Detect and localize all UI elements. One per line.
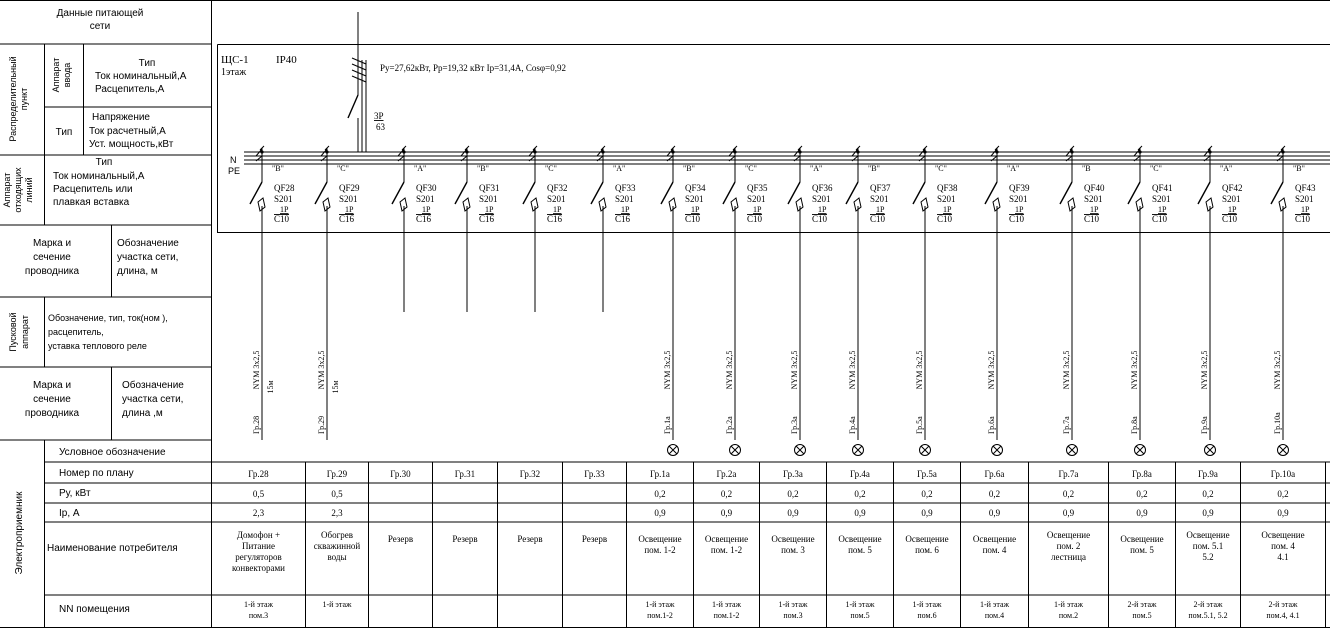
group-label: Гр.28	[252, 415, 261, 434]
panel-summary: Ру=27,62кВт, Рр=19,32 кВт Iр=31,4А, Cosφ=0,92	[380, 63, 566, 73]
phase-label: "C"	[1150, 164, 1162, 173]
consumer-name: Освещение	[972, 534, 1017, 544]
group-label: Гр.10а	[1273, 412, 1282, 434]
phase-label: "A"	[414, 164, 427, 173]
power-value: 0,2	[988, 489, 1001, 499]
breaker-id: QF35	[747, 183, 768, 193]
consumer-name: пом. 5	[1130, 545, 1154, 555]
cable-length: 15м	[331, 380, 340, 394]
consumer-name: пом. 4	[1271, 541, 1295, 551]
room-number: пом.3	[783, 611, 803, 620]
type-param-label: Уст. мощность,кВт	[89, 139, 174, 150]
group-label: Гр.5а	[915, 416, 924, 434]
type-label: Тип	[55, 127, 73, 138]
room-number: пом.1-2	[647, 611, 673, 620]
consumer-name: регуляторов	[235, 552, 282, 562]
input-param-label: Ток номинальный,А	[95, 71, 187, 82]
cable-grade: NYM 3х2,5	[663, 350, 672, 390]
phase-label: "A"	[1007, 164, 1020, 173]
outgoing-param-label: плавкая вставка	[53, 197, 130, 208]
segment-label: Обозначение	[117, 238, 179, 249]
consumer-name: воды	[327, 552, 347, 562]
consumer-name: скважинной	[313, 541, 361, 551]
phase-label: "B"	[868, 164, 880, 173]
consumer-name: Освещение	[704, 534, 749, 544]
room-number: 2-й этаж	[1127, 600, 1157, 609]
phase-label: "B	[1082, 164, 1091, 173]
power-value: 0,2	[720, 489, 733, 499]
outgoing-type-label: Тип	[95, 157, 113, 168]
consumer-name: Освещение	[1120, 534, 1164, 544]
consumer-name: Домофон +	[236, 530, 281, 540]
breaker-poles: 1P	[553, 205, 562, 214]
consumer-name: Освещение	[838, 534, 882, 544]
consumer-name: Освещение	[1186, 530, 1230, 540]
phase-label: "A"	[1220, 164, 1233, 173]
breaker-id: QF28	[274, 183, 295, 193]
breaker-id: QF30	[416, 183, 437, 193]
wire-grade-label: Марка и	[32, 380, 72, 391]
breaker-trip: C10	[1009, 214, 1025, 224]
group-label: Гр.6а	[987, 416, 996, 434]
breaker-model: S201	[1084, 194, 1103, 204]
current-value: 0,9	[1277, 508, 1289, 518]
breaker-poles: 1P	[280, 205, 289, 214]
room-number: 1-й этаж	[979, 600, 1010, 609]
current-label: Iр, А	[59, 508, 80, 519]
room-number: 2-й этаж	[1268, 600, 1298, 609]
breaker-model: S201	[1295, 194, 1314, 204]
breaker-id: QF43	[1295, 183, 1316, 193]
breaker-id: QF40	[1084, 183, 1105, 193]
breaker-id: QF41	[1152, 183, 1173, 193]
room-number: 1-й этаж	[912, 600, 942, 609]
plan-number: Гр.31	[454, 469, 476, 479]
group-label: Гр.9а	[1200, 416, 1209, 434]
breaker-id: QF29	[339, 183, 360, 193]
room-number: пом.5	[850, 611, 870, 620]
consumer-name: Резерв	[517, 534, 543, 544]
power-value: 0,5	[331, 489, 343, 499]
plan-number: Гр.7а	[1058, 469, 1079, 479]
network-data-label: сети	[89, 21, 111, 32]
cable-length: 15м	[266, 380, 275, 394]
breaker-id: QF34	[685, 183, 706, 193]
outgoing-param-label: Ток номинальный,А	[53, 171, 145, 182]
consumer-name: Освещение	[905, 534, 949, 544]
breaker-model: S201	[416, 194, 435, 204]
breaker-trip: C10	[1084, 214, 1100, 224]
room-number: 1-й этаж	[778, 600, 808, 609]
breaker-model: S201	[870, 194, 889, 204]
plan-number: Гр.1а	[650, 469, 670, 479]
breaker-model: S201	[1152, 194, 1171, 204]
breaker-model: S201	[479, 194, 498, 204]
room-number: 1-й этаж	[322, 600, 352, 609]
breaker-trip: C10	[1295, 214, 1311, 224]
current-value: 0,9	[787, 508, 799, 518]
wire-grade-label: проводника	[24, 408, 80, 419]
breaker-trip: C10	[937, 214, 953, 224]
consumer-name: Резерв	[387, 534, 414, 544]
breaker-id: QF33	[615, 183, 636, 193]
breaker-poles: 1P	[345, 205, 354, 214]
plan-number: Гр.33	[584, 469, 605, 479]
consumer-name: Резерв	[581, 534, 608, 544]
plan-number: Гр.9а	[1198, 469, 1218, 479]
phase-label: "C"	[935, 164, 947, 173]
phase-label: "A"	[810, 164, 823, 173]
phase-label: "C"	[745, 164, 757, 173]
cable-grade: NYM 3х2,5	[987, 350, 996, 390]
breaker-trip: C16	[416, 214, 432, 224]
cable-grade: NYM 3х2,5	[317, 350, 326, 390]
room-number: пом.3	[248, 611, 269, 620]
breaker-model: S201	[547, 194, 566, 204]
power-value: 0,2	[654, 489, 666, 499]
receiver-label: Электроприемник	[14, 491, 25, 575]
phase-label: "C"	[545, 164, 557, 173]
consumer-name: 5.2	[1202, 552, 1214, 562]
input-type-label: Тип	[138, 58, 156, 69]
power-label: Ру, кВт	[59, 488, 91, 499]
breaker-model: S201	[1009, 194, 1028, 204]
consumer-name: конвекторами	[232, 563, 285, 573]
phase-label: "B"	[477, 164, 489, 173]
input-device-label: ввода	[62, 62, 72, 88]
power-value: 0,2	[1202, 489, 1214, 499]
power-value: 0,2	[1277, 489, 1289, 499]
cable-grade: NYM 3х2,5	[848, 350, 857, 390]
segment-label: длина, м	[117, 266, 158, 277]
consumer-name: пом. 4	[982, 545, 1007, 555]
room-number: пом.4	[984, 611, 1005, 620]
breaker-poles: 1P	[1301, 205, 1310, 214]
group-label: Гр.8а	[1130, 416, 1139, 434]
breaker-id: QF37	[870, 183, 891, 193]
breaker-id: QF31	[479, 183, 500, 193]
group-label: Гр.29	[317, 415, 326, 434]
room-number: пом.2	[1058, 611, 1079, 620]
plan-number: Гр.4а	[850, 469, 870, 479]
starter-param-label: Обозначение, тип, ток(ном ),	[48, 313, 168, 323]
breaker-model: S201	[685, 194, 704, 204]
breaker-model: S201	[274, 194, 293, 204]
consumer-name: пом. 3	[781, 545, 805, 555]
current-value: 0,9	[1136, 508, 1148, 518]
phase-label: "B"	[272, 164, 284, 173]
breaker-trip: C10	[274, 214, 290, 224]
input-param-label: Расцепитель,А	[95, 84, 165, 95]
breaker-poles: 1P	[621, 205, 630, 214]
breaker-trip: C10	[747, 214, 763, 224]
plan-number: Гр.3а	[783, 469, 803, 479]
phase-label: "B"	[1293, 164, 1305, 173]
breaker-trip: C10	[1222, 214, 1238, 224]
bus-n-label: N	[230, 155, 237, 165]
room-number: 2-й этаж	[1193, 600, 1223, 609]
distribution-point-label: пункт	[19, 87, 29, 111]
rooms-label: NN помещения	[59, 604, 130, 615]
breaker-trip: C10	[870, 214, 886, 224]
consumer-name: Освещение	[638, 534, 682, 544]
outgoing-device-label: отходящих	[13, 167, 23, 213]
breaker-model: S201	[1222, 194, 1241, 204]
plan-number-label: Номер по плану	[59, 468, 134, 479]
current-value: 0,9	[654, 508, 666, 518]
plan-number: Гр.32	[519, 469, 541, 479]
breaker-poles: 1P	[876, 205, 885, 214]
breaker-model: S201	[615, 194, 634, 204]
breaker-poles: 1P	[818, 205, 827, 214]
breaker-id: QF32	[547, 183, 568, 193]
cable-grade: NYM 3х2,5	[1062, 350, 1071, 390]
main-breaker-poles: 3Р	[374, 111, 384, 121]
cable-grade: NYM 3х2,5	[1200, 350, 1209, 390]
current-value: 2,3	[252, 508, 265, 518]
group-label: Гр.3а	[790, 416, 799, 434]
current-value: 0,9	[720, 508, 733, 518]
cable-grade: NYM 3х2,5	[252, 350, 261, 390]
consumer-name: Обогрев	[320, 530, 354, 540]
breaker-trip: C10	[812, 214, 828, 224]
wire-grade-label: сечение	[33, 252, 71, 263]
current-value: 0,9	[1062, 508, 1075, 518]
power-value: 0,2	[1062, 489, 1075, 499]
room-number: пом.5	[1132, 611, 1152, 620]
plan-number: Гр.29	[326, 469, 348, 479]
breaker-model: S201	[812, 194, 831, 204]
distribution-point-label: Распределительный	[8, 56, 18, 142]
group-label: Гр.4а	[848, 416, 857, 434]
consumer-name: пом. 6	[915, 545, 939, 555]
plan-number: Гр.8а	[1132, 469, 1152, 479]
current-value: 0,9	[854, 508, 866, 518]
breaker-model: S201	[747, 194, 766, 204]
outgoing-param-label: Расцепитель или	[53, 184, 133, 195]
plan-number: Гр.5а	[917, 469, 937, 479]
starter-param-label: уставка теплового реле	[48, 341, 147, 351]
cable-grade: NYM 3х2,5	[790, 350, 799, 390]
room-number: пом.6	[917, 611, 937, 620]
wire-grade-label: Марка и	[32, 238, 72, 249]
input-device-label: Аппарат	[51, 57, 61, 93]
room-number: пом.1-2	[713, 611, 740, 620]
wire-grade-label: проводника	[24, 266, 80, 277]
voltage-label: Напряжение	[92, 112, 150, 123]
network-data-label: Данные питающей	[56, 8, 144, 19]
phase-label: "C"	[337, 164, 349, 173]
breaker-poles: 1P	[753, 205, 762, 214]
current-value: 0,9	[988, 508, 1001, 518]
breaker-poles: 1P	[1158, 205, 1167, 214]
breaker-trip: C16	[339, 214, 355, 224]
phase-label: "B"	[683, 164, 695, 173]
breaker-trip: C10	[1152, 214, 1168, 224]
breaker-trip: C10	[685, 214, 701, 224]
symbol-label: Условное обозначение	[59, 447, 166, 458]
room-number: 1-й этаж	[845, 600, 875, 609]
power-value: 0,2	[854, 489, 866, 499]
plan-number: Гр.2а	[716, 469, 737, 479]
power-value: 0,2	[1136, 489, 1148, 499]
room-number: 1-й этаж	[243, 600, 274, 609]
breaker-poles: 1P	[1228, 205, 1237, 214]
phase-label: "A"	[613, 164, 626, 173]
starter-label: аппарат	[20, 315, 30, 349]
consumer-name: пом. 5	[848, 545, 872, 555]
room-number: 1-й этаж	[1053, 600, 1084, 609]
room-number: 1-й этаж	[711, 600, 742, 609]
breaker-poles: 1P	[691, 205, 700, 214]
breaker-poles: 1P	[422, 205, 431, 214]
segment-label: участка сети,	[122, 394, 184, 405]
segment-label: участка сети,	[117, 252, 179, 263]
power-value: 0,2	[787, 489, 799, 499]
cable-grade: NYM 3х2,5	[725, 350, 734, 390]
room-number: пом.5.1, 5.2	[1188, 611, 1228, 620]
consumer-name: пом. 1-2	[710, 545, 743, 555]
consumer-name: пом. 1-2	[644, 545, 676, 555]
consumer-name: Освещение	[771, 534, 815, 544]
room-number: 1-й этаж	[645, 600, 675, 609]
outgoing-device-label: линий	[24, 177, 34, 203]
breaker-poles: 1P	[485, 205, 494, 214]
cable-grade: NYM 3х2,5	[1273, 350, 1282, 390]
breaker-model: S201	[339, 194, 358, 204]
power-value: 0,2	[921, 489, 933, 499]
cable-grade: NYM 3х2,5	[915, 350, 924, 390]
consumer-label: Наименование потребителя	[47, 543, 178, 554]
group-label: Гр.2а	[725, 416, 734, 434]
plan-number: Гр.30	[390, 469, 411, 479]
group-label: Гр.1а	[663, 416, 672, 434]
power-value: 0,5	[252, 489, 265, 499]
consumer-name: пом. 5.1	[1192, 541, 1224, 551]
panel-name: ЩС-1	[221, 54, 249, 66]
breaker-id: QF38	[937, 183, 958, 193]
cable-grade: NYM 3х2,5	[1130, 350, 1139, 390]
breaker-trip: C16	[479, 214, 495, 224]
breaker-poles: 1P	[943, 205, 952, 214]
consumer-name: Освещение	[1046, 530, 1091, 540]
consumer-name: Резерв	[452, 534, 478, 544]
consumer-name: Питание	[242, 541, 275, 551]
consumer-name: пом. 2	[1056, 541, 1081, 551]
segment-label: длина ,м	[122, 408, 163, 419]
breaker-poles: 1P	[1015, 205, 1024, 214]
consumer-name: Освещение	[1261, 530, 1305, 540]
panel-protection: IP40	[276, 54, 297, 66]
consumer-name: 4.1	[1277, 552, 1289, 562]
current-value: 0,9	[1202, 508, 1214, 518]
outgoing-device-label: Аппарат	[2, 172, 12, 208]
breaker-id: QF39	[1009, 183, 1030, 193]
room-number: пом.4, 4.1	[1266, 611, 1300, 620]
breaker-model: S201	[937, 194, 956, 204]
type-param-label: Ток расчетный,А	[89, 126, 166, 137]
segment-label: Обозначение	[122, 380, 184, 391]
group-label: Гр.7а	[1062, 416, 1071, 434]
plan-number: Гр.28	[248, 469, 269, 479]
current-value: 0,9	[921, 508, 933, 518]
breaker-id: QF42	[1222, 183, 1243, 193]
breaker-id: QF36	[812, 183, 833, 193]
plan-number: Гр.10а	[1270, 469, 1296, 479]
bus-pe-label: PE	[228, 166, 241, 176]
breaker-poles: 1P	[1090, 205, 1099, 214]
breaker-trip: C16	[547, 214, 563, 224]
starter-param-label: расцепитель,	[48, 327, 104, 337]
starter-label: Пусковой	[8, 312, 18, 352]
main-breaker-current: 63	[376, 122, 385, 132]
plan-number: Гр.6а	[984, 469, 1005, 479]
wire-grade-label: сечение	[33, 394, 71, 405]
panel-floor: 1этаж	[221, 67, 247, 78]
current-value: 2,3	[331, 508, 343, 518]
consumer-name: лестница	[1050, 552, 1087, 562]
breaker-trip: C16	[615, 214, 631, 224]
